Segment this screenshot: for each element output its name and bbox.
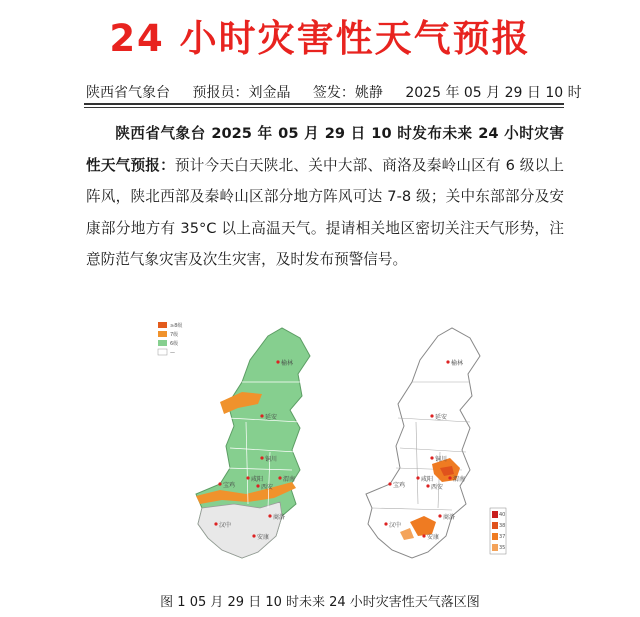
heat-forecast-map — [360, 318, 520, 580]
legend-label: — — [170, 350, 175, 356]
legend-swatch-38 — [492, 522, 498, 529]
legend-label: 38 — [499, 523, 506, 529]
city-marker — [260, 456, 263, 459]
city-marker — [416, 476, 419, 479]
city-label: 安康 — [427, 534, 440, 541]
legend-swatch-none — [158, 349, 167, 355]
city-label: 铜川 — [265, 456, 278, 463]
city-marker — [422, 534, 425, 537]
legend-label: ≥8级 — [170, 323, 183, 329]
city-marker — [430, 414, 433, 417]
city-marker — [260, 414, 263, 417]
city-marker — [446, 360, 449, 363]
city-label: 延安 — [435, 414, 448, 421]
city-label: 铜川 — [435, 456, 448, 463]
city-label: 咸阳 — [421, 476, 434, 483]
city-marker — [278, 476, 281, 479]
legend-swatch-37 — [492, 533, 498, 540]
city-label: 榆林 — [281, 360, 294, 367]
city-marker — [246, 476, 249, 479]
legend-label: 37 — [499, 534, 506, 540]
city-marker — [438, 514, 441, 517]
no-warning-zone — [198, 502, 282, 558]
forecast-title: 24 小时灾害性天气预报 — [109, 17, 531, 60]
city-label: 宝鸡 — [393, 482, 406, 489]
city-label: 宝鸡 — [223, 482, 236, 489]
forecast-lead: 陕西省气象台 2025 年 05 月 29 日 10 时发布未来 24 小时灾害性天气预报： — [86, 125, 564, 174]
signer: 签发：姚静 — [312, 85, 383, 101]
city-label: 渭南 — [453, 476, 466, 483]
city-label: 汉中 — [389, 522, 402, 529]
city-label: 咸阳 — [251, 476, 264, 483]
legend-label: 35 — [499, 545, 506, 551]
header-rule — [84, 103, 564, 105]
city-label: 延安 — [265, 414, 278, 421]
city-marker — [426, 484, 429, 487]
city-marker — [430, 456, 433, 459]
legend-swatch-40 — [492, 511, 498, 518]
city-marker — [256, 484, 259, 487]
city-label: 西安 — [431, 484, 444, 491]
city-label: 汉中 — [219, 522, 232, 529]
forecast-body — [86, 118, 564, 276]
wind-legend — [158, 322, 182, 356]
city-marker — [214, 522, 217, 525]
legend-label: 7级 — [170, 332, 179, 338]
legend-label: 40 — [499, 512, 506, 518]
city-marker — [268, 514, 271, 517]
city-marker — [388, 482, 391, 485]
wind-forecast-map — [150, 318, 330, 580]
city-marker — [276, 360, 279, 363]
legend-swatch-6 — [158, 340, 167, 346]
forecaster: 预报员：刘金晶 — [192, 85, 291, 101]
legend-label: 6级 — [170, 341, 179, 347]
figure-caption: 图 1 05 月 29 日 10 时未来 24 小时灾害性天气落区图 — [160, 595, 480, 610]
city-label: 榆林 — [451, 360, 464, 367]
heat-legend — [490, 508, 506, 554]
legend-swatch-35 — [492, 544, 498, 551]
issuer: 陕西省气象台 — [86, 85, 170, 101]
city-marker — [384, 522, 387, 525]
city-label: 商洛 — [443, 514, 456, 521]
city-marker — [218, 482, 221, 485]
legend-swatch-7 — [158, 331, 167, 337]
forecast-text: 预计今天白天陕北、关中大部、商洛及秦岭山区有 6 级以上阵风，陕北西部及秦岭山区部分地方阵风可达 7-8 级；关中东部部分及安康部分地方有 35°C 以上高温天气。提请相关地区密切关注天气形势，注意防范气象灾害及次生灾害，及时发布预警信号。 — [86, 156, 564, 268]
legend-swatch-8 — [158, 322, 167, 328]
forecast-paragraph — [86, 118, 564, 276]
city-marker — [252, 534, 255, 537]
city-label: 渭南 — [283, 476, 296, 483]
city-label: 商洛 — [273, 514, 286, 521]
city-marker — [448, 476, 451, 479]
header-rule-thin — [84, 107, 564, 108]
issue-datetime: 2025 年 05 月 29 日 10 时 — [405, 85, 582, 101]
city-label: 安康 — [257, 534, 270, 541]
issue-info-bar — [86, 82, 582, 102]
city-label: 西安 — [261, 484, 274, 491]
